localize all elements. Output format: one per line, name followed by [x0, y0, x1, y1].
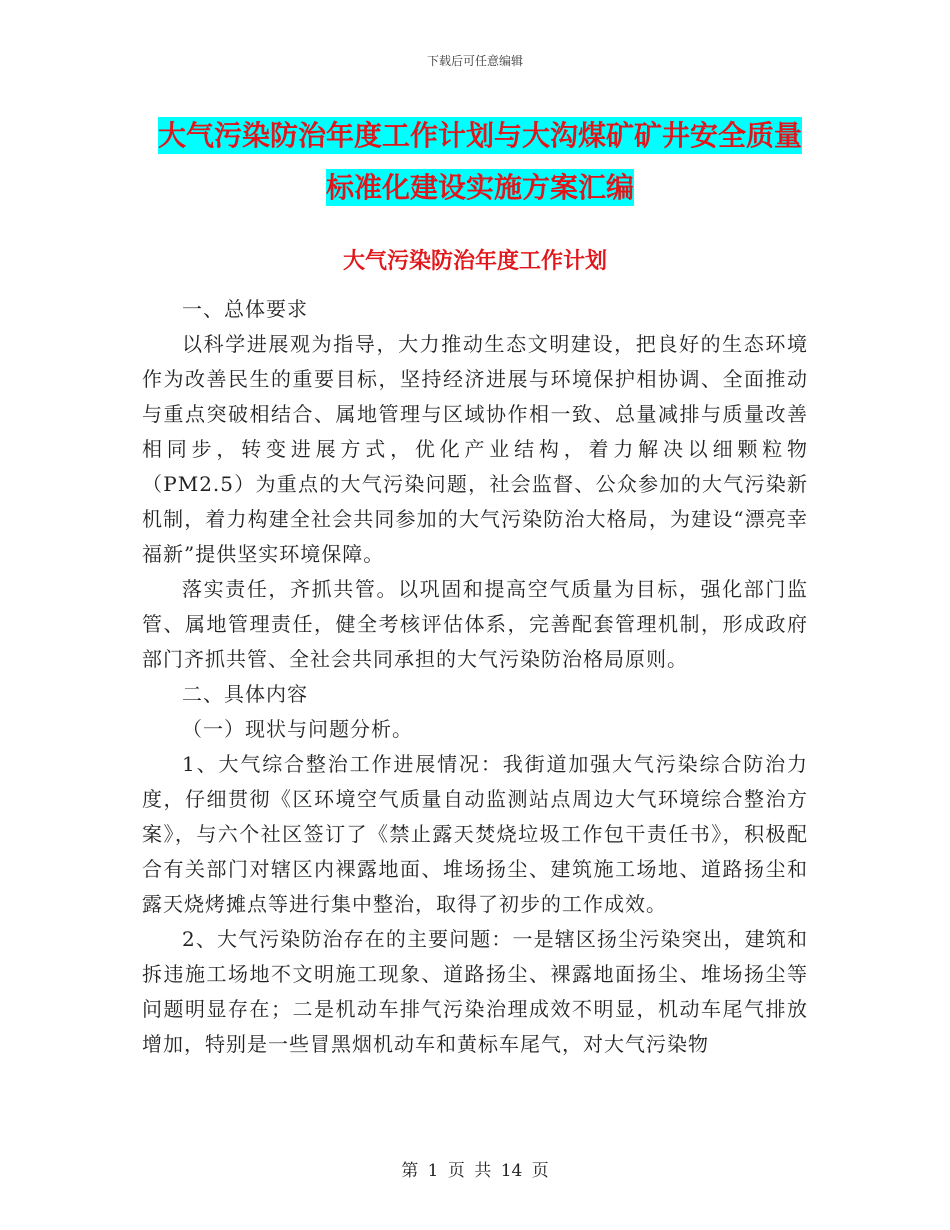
page-number: 第 1 页 共 14 页	[401, 1161, 549, 1181]
heading-general-requirements: 一、总体要求	[182, 297, 308, 321]
header-note: 下载后可任意编辑	[426, 54, 523, 68]
section-title: 大气污染防治年度工作计划	[342, 249, 607, 274]
document-title-line-2: 标准化建设实施方案汇编	[325, 171, 634, 204]
paragraph-responsibility: 落实责任，齐抓共管。以巩固和提高空气质量为目标，强化部门监管、属地管理责任，健全考核评估体系，完善配套管理机制，形成政府部门齐抓共管、全社会共同承担的大气污染防治格局原则。	[142, 577, 808, 671]
paragraph-problems: 2、大气污染防治存在的主要问题：一是辖区扬尘污染突出，建筑和拆违施工场地不文明施工现象、道路扬尘、裸露地面扬尘、堆场扬尘等问题明显存在；二是机动车排气污染治理成效不明显，机动车尾气排放增加，特别是一些冒黑烟机动车和黄标车尾气，对大气污染物	[142, 927, 808, 1056]
heading-situation-analysis: （一）现状与问题分析。	[182, 717, 413, 741]
document-title-line-1: 大气污染防治年度工作计划与大沟煤矿矿井安全质量	[157, 119, 802, 152]
paragraph-guiding-principle: 以科学进展观为指导，大力推动生态文明建设，把良好的生态环境作为改善民生的重要目标，坚持经济进展与环境保护相协调、全面推动与重点突破相结合、属地管理与区域协作相一致、总量减排与质量改善相同步，转变进展方式，优化产业结构，着力解决以细颗粒物（PM2.5）为重点的大气污染问题，社会监督、公众参加的大气污染新机制，着力构建全社会共同参加的大气污染防治大格局，为建设“漂亮幸福新”提供坚实环境保障。	[142, 332, 808, 566]
document-title	[140, 110, 820, 214]
heading-specific-content: 二、具体内容	[182, 682, 308, 706]
document-body	[142, 292, 808, 1062]
paragraph-progress: 1、大气综合整治工作进展情况：我街道加强大气污染综合防治力度，仔细贯彻《区环境空气质量自动监测站点周边大气环境综合整治方案》，与六个社区签订了《禁止露天焚烧垃圾工作包干责任书》，积极配合有关部门对辖区内裸露地面、堆场扬尘、建筑施工场地、道路扬尘和露天烧烤摊点等进行集中整治，取得了初步的工作成效。	[142, 752, 808, 916]
